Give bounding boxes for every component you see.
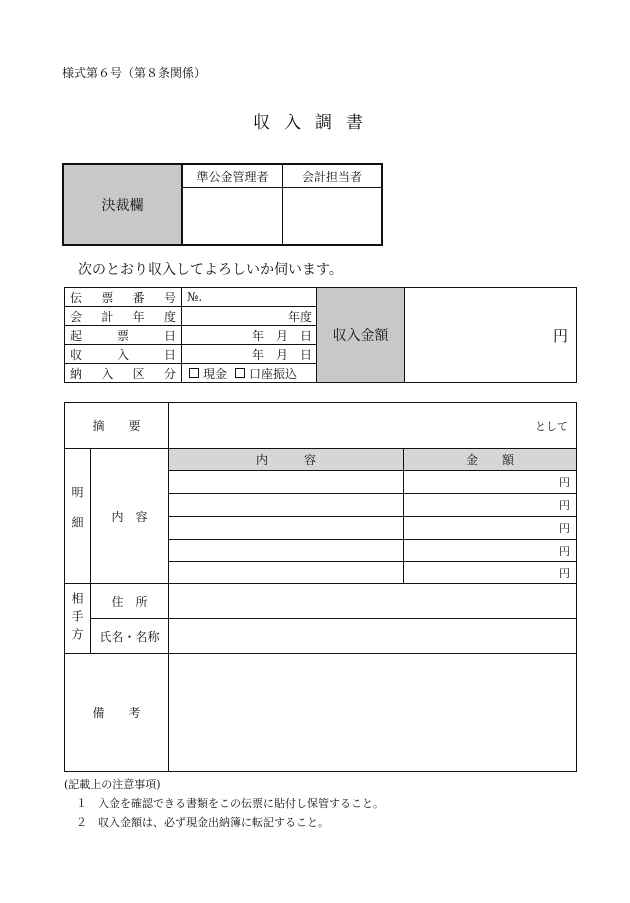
payment-type-label: 納 入 区 分 (65, 364, 182, 382)
accountant-column (283, 165, 381, 244)
request-text: 次のとおり収入してよろしいか伺います。 (78, 262, 343, 278)
issue-date-value[interactable]: 年 月 日 (251, 328, 312, 343)
detail-label: 明細 (70, 486, 84, 546)
content-column-header: 内 容 (255, 453, 316, 467)
approver-column (183, 165, 283, 244)
fiscal-year-row (65, 307, 316, 326)
receipt-date-row (65, 345, 316, 364)
cash-checkbox[interactable] (189, 368, 199, 378)
note-2: ２ 収入金額は、必ず現金出納簿に転記すること。 (76, 816, 329, 829)
amount-label: 収入金額 (316, 288, 405, 382)
approval-table (62, 163, 383, 246)
form-number: 様式第６号（第８条関係） (62, 66, 207, 80)
decision-label: 決裁欄 (64, 165, 183, 244)
transfer-checkbox[interactable] (235, 368, 245, 378)
yen-3: 円 (559, 522, 570, 535)
summary-suffix: として (535, 419, 568, 433)
name-label: 氏名・名称 (99, 629, 160, 644)
cash-label: 現金 (203, 366, 228, 381)
note-1: １ 入金を確認できる書類をこの伝票に貼付し保管すること。 (76, 797, 384, 810)
yen-1: 円 (559, 476, 570, 489)
slip-number-label: 伝 票 番 号 (65, 288, 182, 306)
summary-label: 摘 要 (92, 419, 141, 433)
issue-date-label: 起 票 日 (65, 326, 182, 344)
payment-type-row (65, 364, 316, 383)
accountant-header: 会計担当者 (283, 165, 381, 188)
slip-number-row (65, 288, 316, 307)
approver-header: 準公金管理者 (183, 165, 282, 188)
info-table (64, 287, 577, 383)
yen-4: 円 (559, 544, 570, 558)
document-title: 収入調書 (253, 113, 377, 133)
issue-date-row (65, 326, 316, 345)
address-label: 住 所 (111, 594, 148, 609)
details-table (64, 402, 577, 772)
yen-2: 円 (559, 499, 570, 512)
amount-value[interactable] (404, 288, 576, 382)
amount-unit: 円 (552, 326, 568, 345)
amount-column-header: 金 額 (465, 453, 514, 467)
remarks-label: 備 考 (92, 706, 141, 720)
receipt-date-value[interactable]: 年 月 日 (251, 347, 312, 362)
fiscal-year-value[interactable]: 年度 (287, 309, 312, 324)
receipt-date-label: 収 入 日 (65, 345, 182, 363)
notes-heading: (記載上の注意事項) (64, 778, 161, 791)
fiscal-year-label: 会 計 年 度 (65, 307, 182, 325)
payment-type-value (183, 364, 316, 382)
yen-5: 円 (559, 566, 570, 580)
slip-number-value[interactable]: №. (187, 290, 203, 304)
transfer-label: 口座振込 (249, 366, 298, 381)
content-label: 内 容 (111, 509, 148, 524)
party-label: 相手方 (70, 591, 84, 646)
